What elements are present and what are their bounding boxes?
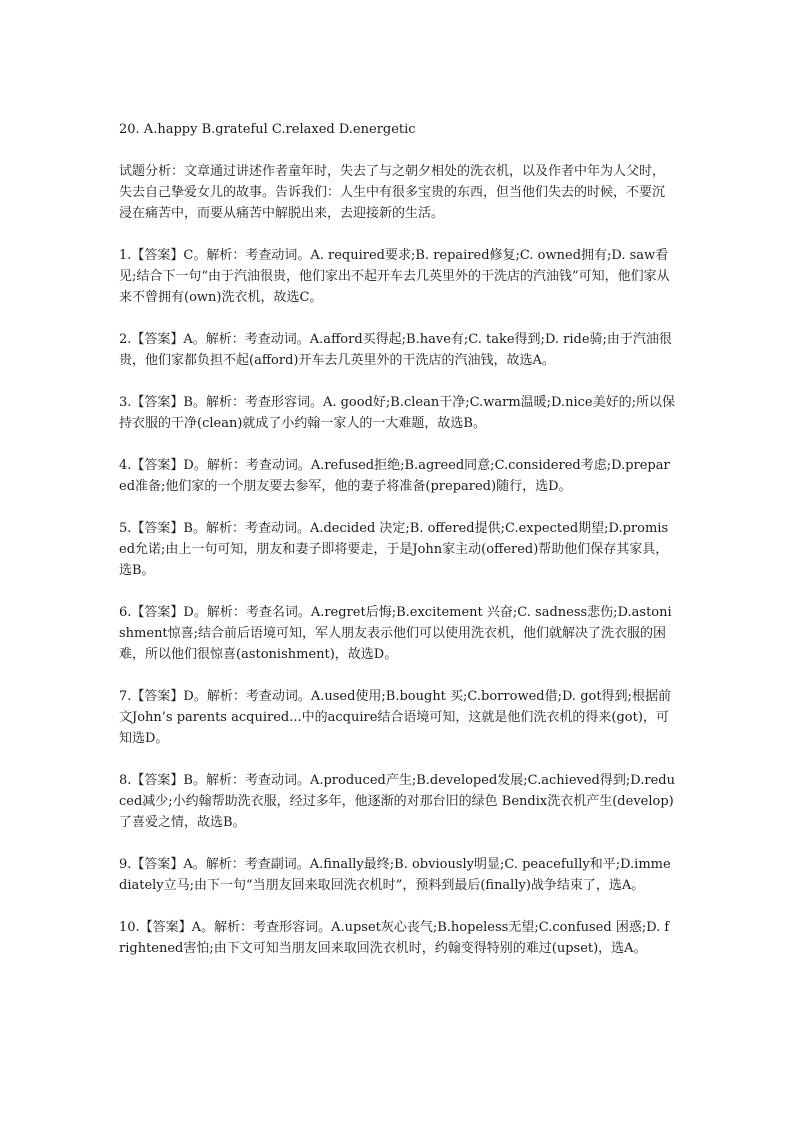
answer-8: 8.【答案】B。解析：考查动词。A.produced产生;B.developed发展;C.achieved得到;D.reduced减少;小约翰帮助洗衣服，经过多年，他逐渐的对那台旧的绿色 Bendix洗衣机产生(develop)了喜爱之情，故选B。 xyxy=(119,773,675,830)
answer-4: 4.【答案】D。解析：考查动词。A.refused拒绝;B.agreed同意;C.considered考虑;D.prepared准备;他们家的一个朋友要去参军，他的妻子将准备(prepared)随行，选D。 xyxy=(119,458,670,494)
answer-7: 7.【答案】D。解析：考查动词。A.used使用;B.bought 买;C.borrowed借;D. got得到;根据前文John’s parents acquired...中的acquire结合语境可知，这就是他们洗衣机的得来(got)，可知选D。 xyxy=(119,689,671,746)
answer-10: 10.【答案】A。解析：考查形容词。A.upset灰心丧气;B.hopeless无望;C.confused 困惑;D. frightened害怕;由下文可知当朋友回来取回洗衣机时，约翰变得特别的难过(upset)，选A。 xyxy=(119,920,670,956)
question-20-options: 20. A.happy B.grateful C.relaxed D.energetic xyxy=(119,122,416,137)
answer-5: 5.【答案】B。解析：考查动词。A.decided 决定;B. offered提供;C.expected期望;D.promised允诺;由上一句可知，朋友和妻子即将要走，于是John家主动(offered)帮助他们保存其家具，选B。 xyxy=(119,521,669,578)
answer-6: 6.【答案】D。解析：考查名词。A.regret后悔;B.excitement 兴奋;C. sadness悲伤;D.astonishment惊喜;结合前后语境可知，军人朋友表示他们可以使用洗衣机，他们就解决了洗衣服的困难，所以他们很惊喜(astonishment)，故选D。 xyxy=(119,605,672,662)
answer-2: 2.【答案】A。解析：考查动词。A.afford买得起;B.have有;C. take得到;D. ride骑;由于汽油很贵，他们家都负担不起(afford)开车去几英里外的干洗店的汽油钱，故选A。 xyxy=(119,332,672,368)
answer-1: 1.【答案】C。解析：考查动词。A. required要求;B. repaired修复;C. owned拥有;D. saw看见;结合下一句“由于汽油很贵，他们家出不起开车去几英里外的干洗店的汽油钱”可知，他们家从来不曾拥有(own)洗衣机，故选C。 xyxy=(119,248,670,305)
answer-9: 9.【答案】A。解析：考查副词。A.finally最终;B. obviously明显;C. peacefully和平;D.immediately立马;由下一句“当朋友回来取回洗衣机时”，预料到最后(finally)战争结束了，选A。 xyxy=(119,857,671,893)
passage-analysis: 试题分析：文章通过讲述作者童年时，失去了与之朝夕相处的洗衣机，以及作者中年为人父时，失去自己挚爱女儿的故事。告诉我们：人生中有很多宝贵的东西，但当他们失去的时候，不要沉浸在痛苦中，而要从痛苦中解脱出来，去迎接新的生活。 xyxy=(119,164,666,221)
answer-3: 3.【答案】B。解析：考查形容词。A. good好;B.clean干净;C.warm温暖;D.nice美好的;所以保持衣服的干净(clean)就成了小约翰一家人的一大难题，故选B。 xyxy=(119,395,675,431)
document-body xyxy=(119,119,675,980)
